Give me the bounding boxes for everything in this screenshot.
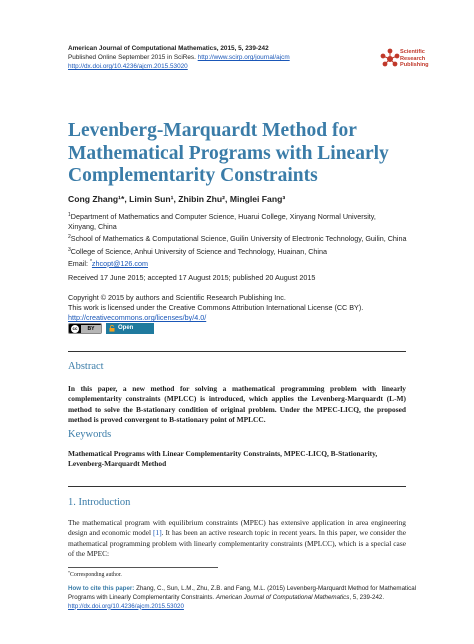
published-prefix: Published Online September 2015 in SciRes. xyxy=(68,54,198,61)
affiliation-1: $^1$Department of Mathematics and Computer Science, Huarui College, Xinyang Normal University, xyxy=(68,212,376,221)
affiliation-1-cont: Xinyang, China xyxy=(68,222,117,232)
logo-line-1: Scientific xyxy=(400,49,425,55)
license-badges xyxy=(68,323,268,342)
copyright-line: Copyright © 2015 by authors and Scientific Research Publishing Inc. xyxy=(68,293,286,302)
publisher-logo[interactable] xyxy=(378,43,448,77)
cc-icon: cc xyxy=(72,326,78,331)
keywords-heading: Keywords xyxy=(68,429,112,440)
license-line: This work is licensed under the Creative Commons Attribution International License (CC BY). xyxy=(68,303,364,313)
email-link[interactable]: zhcopt@126.com xyxy=(91,258,148,268)
reference-link[interactable]: [1] xyxy=(153,528,162,538)
corresponding-author-footnote: *Corresponding author. xyxy=(68,570,122,578)
copyright-block xyxy=(68,293,418,324)
cc-by-label: BY xyxy=(81,325,101,333)
introduction-heading: 1. Introduction xyxy=(68,497,131,508)
divider-top xyxy=(68,351,406,352)
logo-line-3: Publishing xyxy=(400,62,429,69)
open-access-label: Open Access xyxy=(118,325,140,342)
license-url-link[interactable]: http://creativecommons.org/licenses/by/4.0/ xyxy=(68,313,207,323)
introduction-text: The mathematical program with equilibrium constraints (MPEC) has extensive application in area engineering design and economic model [1]. It has been an active research topic in recent years. In this paper, we consider the mathematical programming problem with linearly complementarity constraints (MPLCC), which is a special case of the MPEC: xyxy=(68,518,406,559)
divider-middle xyxy=(68,486,406,487)
paper-title: Levenberg-Marquardt Method for Mathematical Programs with Linearly Complementarity Constraints xyxy=(68,120,389,186)
citation-doi-link[interactable]: http://dx.doi.org/10.4236/ajcm.2015.53020 xyxy=(68,602,184,610)
doi-link[interactable]: http://dx.doi.org/10.4236/ajcm.2015.53020 xyxy=(68,63,188,70)
doi-line xyxy=(68,62,368,71)
citation-block: How to cite this paper: Zhang, C., Sun, L.M., Zhu, Z.B. and Fang, M.L. (2015) Levenberg-Marquardt Method for Mathematical Programs with Linearly Complementarity Constraints. American Journal of Computational Mathematics, 5, 239-242. http://dx.doi.org/10.4236/ajcm.2015.53020 xyxy=(68,585,417,610)
affiliation-2: $^2$School of Mathematics & Computational Science, Guilin University of Electronic Technology, Guilin, China xyxy=(68,234,407,244)
citation-journal: American Journal of Computational Mathematics xyxy=(215,593,350,601)
logo-line-2: Research xyxy=(400,55,426,62)
affiliation-3: $^3$College of Science, Anhui University of Science and Technology, Huainan, China xyxy=(68,246,328,256)
abstract-heading: Abstract xyxy=(68,361,104,372)
abstract-text: In this paper, a new method for solving a mathematical programming problem with linearly complementarity constraints (MPLCC) is introduced, which applies the Levenberg-Marquardt (L-M) method to solve the B-stationary condition of original problem. Under the MPEC-LICQ, the proposed method is proved convergent to B-stationary point of MPLCC. xyxy=(68,384,406,425)
publication-dates: Received 17 June 2015; accepted 17 August 2015; published 20 August 2015 xyxy=(68,273,316,282)
keywords-text: Mathematical Programs with Linear Complementarity Constraints, MPEC-LICQ, B-Stationarity, Levenberg-Marquardt Method xyxy=(68,449,378,469)
journal-name: American Journal of Computational Mathematics, 2015, 5, 239-242 xyxy=(68,45,269,52)
affiliations xyxy=(68,210,418,269)
open-access-badge[interactable] xyxy=(106,323,154,342)
scirp-logo-icon xyxy=(378,47,402,71)
journal-header xyxy=(68,44,368,71)
email-line: Email: *zhcopt@126.com xyxy=(68,258,148,268)
citation-label: How to cite this paper: xyxy=(68,585,137,592)
cc-by-badge[interactable] xyxy=(68,323,102,334)
publication-line xyxy=(68,53,368,62)
footnote-divider xyxy=(68,567,218,568)
open-lock-icon xyxy=(109,325,115,332)
publisher-logo-text xyxy=(400,49,429,69)
author-list: Cong Zhang¹*, Limin Sun¹, Zhibin Zhu², Minglei Fang³ xyxy=(68,194,286,204)
journal-url-link[interactable]: http://www.scirp.org/journal/ajcm xyxy=(197,54,290,61)
